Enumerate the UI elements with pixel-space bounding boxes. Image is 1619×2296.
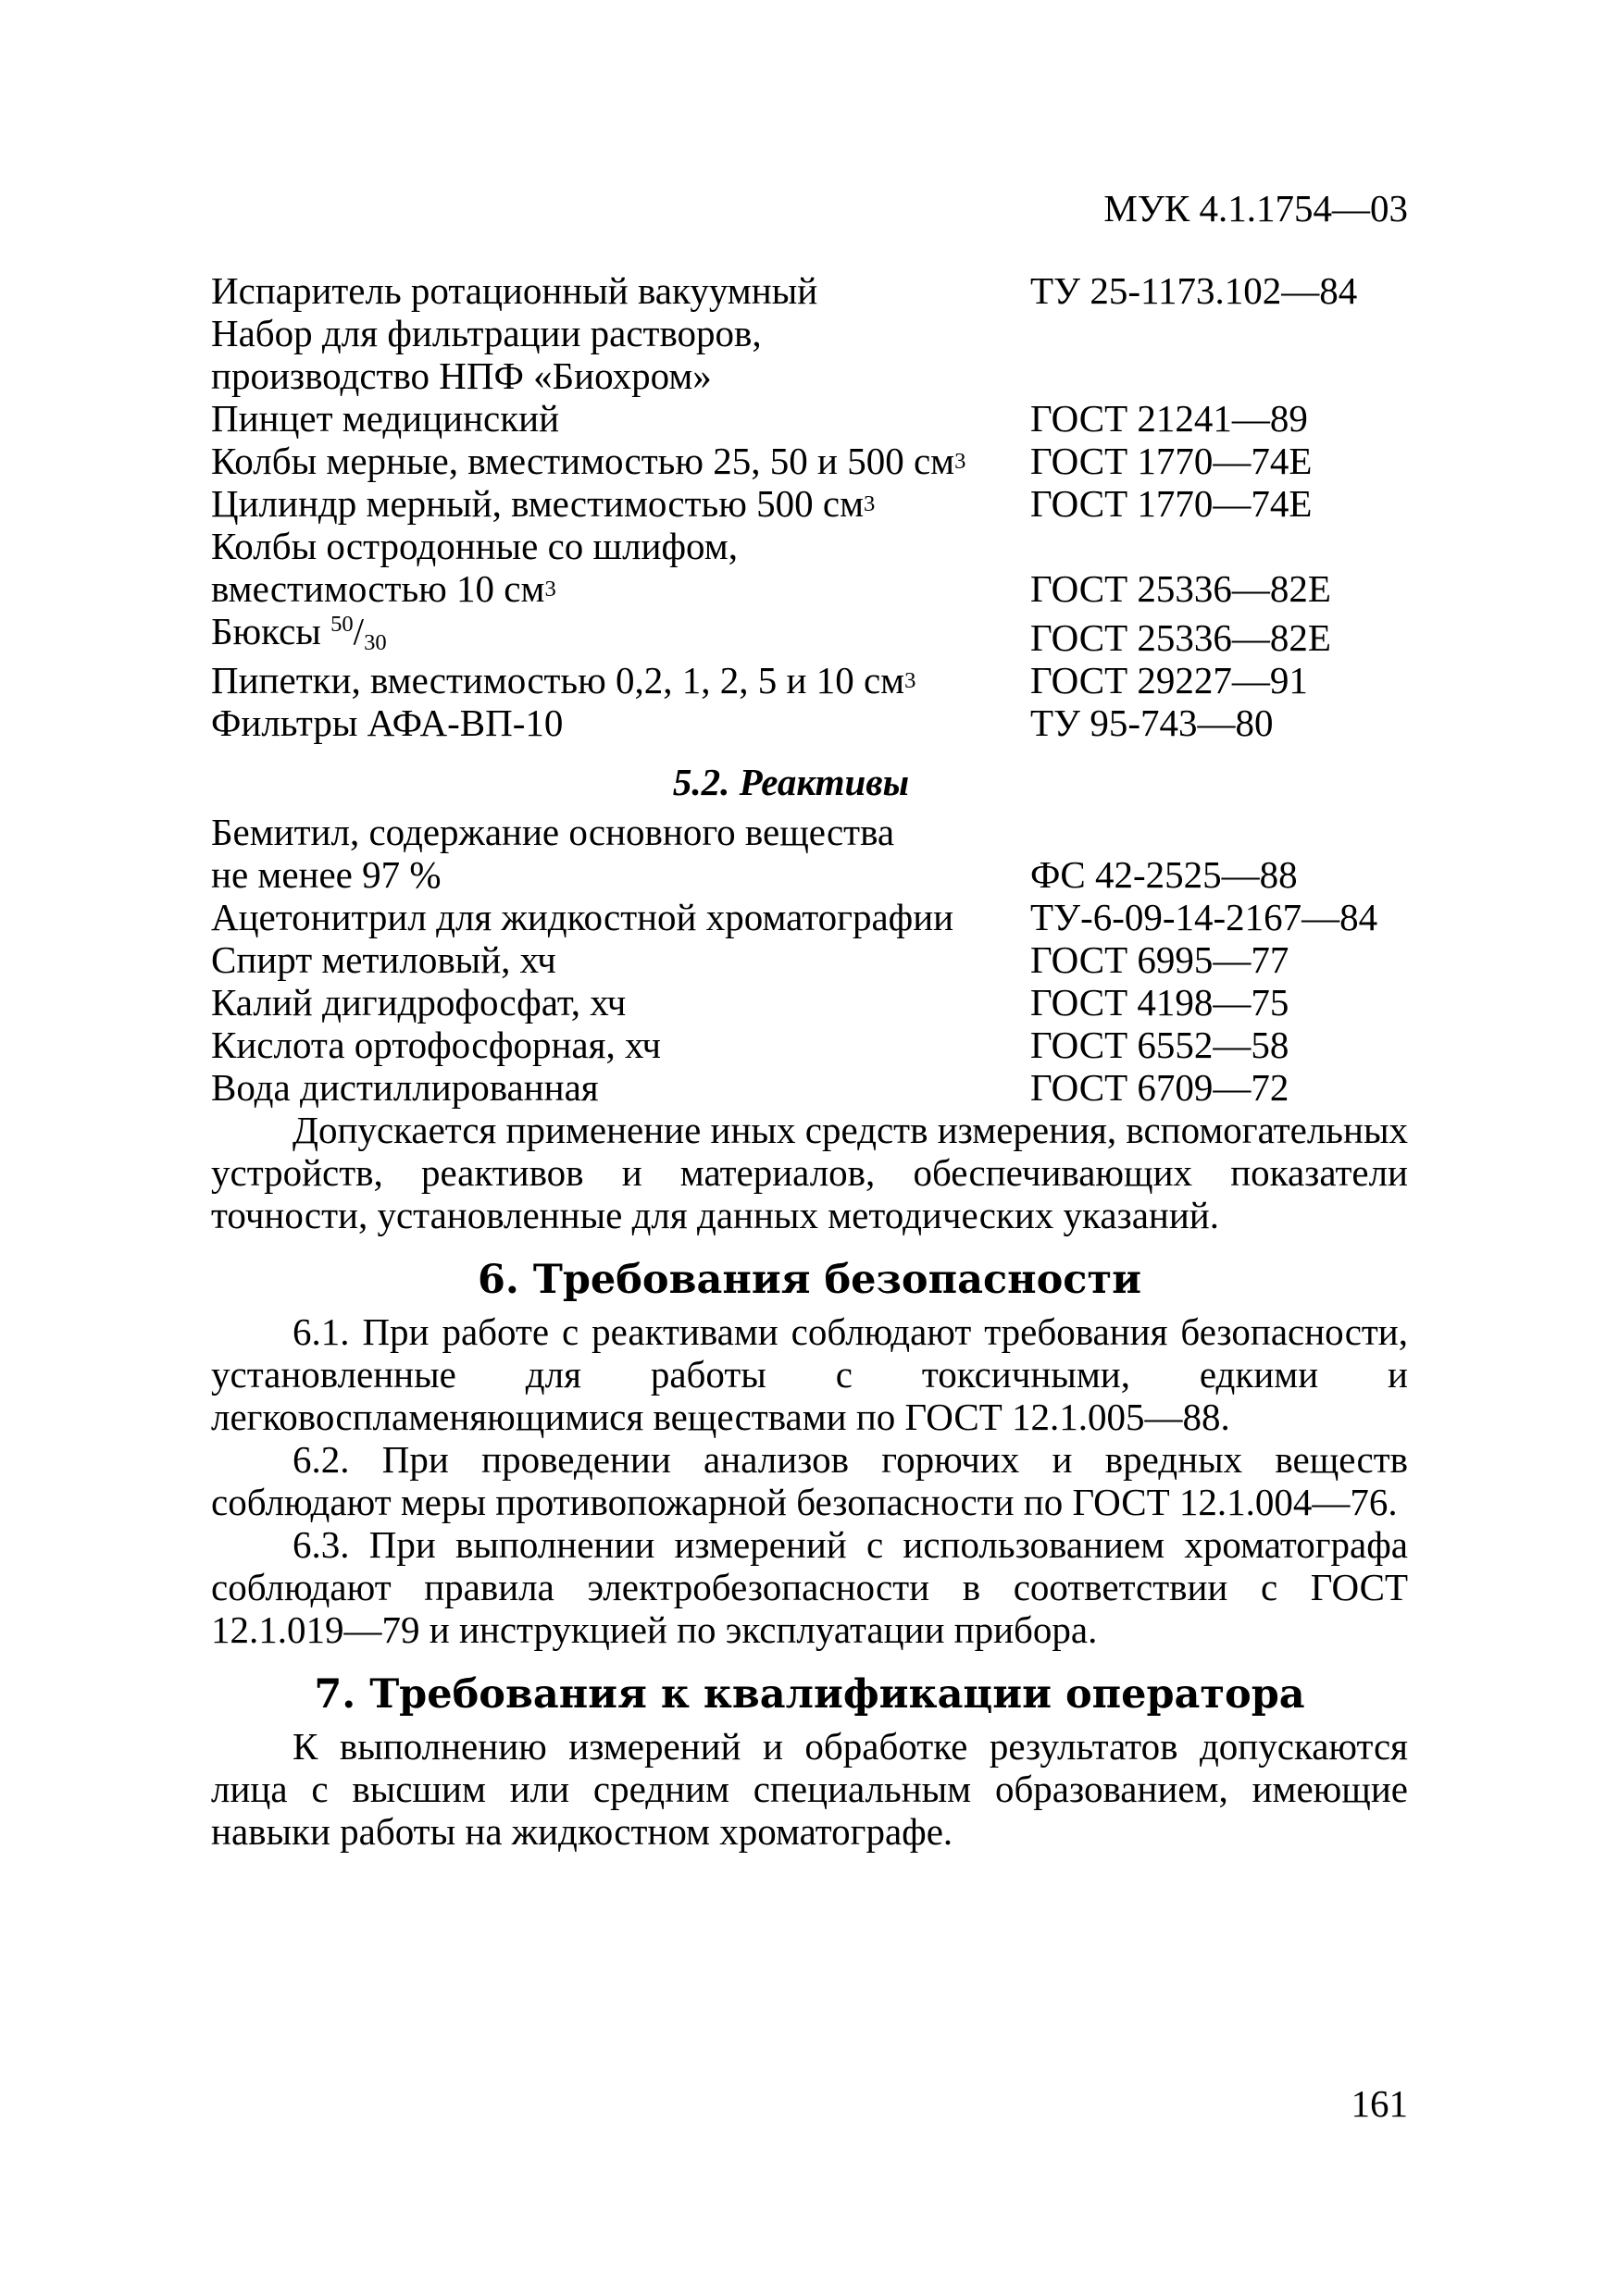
equipment-name-with-fraction <box>211 610 1030 659</box>
equipment-row <box>211 567 1408 610</box>
unit-superscript: 3 <box>954 449 966 474</box>
equipment-row <box>211 440 1408 482</box>
section-7-paragraph-1: К выполнению измерений и обработке результатов допускаются лица с высшим или средним специальным образованием, имеющие навыки работы на жидкостном хроматографе. <box>211 1725 1408 1853</box>
page-number: 161 <box>1351 2082 1408 2125</box>
equipment-row <box>211 701 1408 744</box>
unit-superscript: 3 <box>904 668 916 693</box>
equipment-name: Фильтры АФА-ВП-10 <box>211 701 564 744</box>
reagent-row <box>211 1066 1408 1109</box>
equipment-name-with-unit <box>211 440 1030 482</box>
equipment-standard: ГОСТ 21241—89 <box>1030 397 1308 440</box>
equipment-standard: ТУ 95-743—80 <box>1030 701 1274 744</box>
unit-superscript: 3 <box>544 577 556 602</box>
reagent-standard: ТУ-6-09-14-2167—84 <box>1030 896 1378 938</box>
section-6-heading: 6. Требования безопасности <box>477 1257 1142 1303</box>
reagent-name: Вода дистиллированная <box>211 1066 599 1109</box>
reagent-standard: ГОСТ 6995—77 <box>1030 938 1289 981</box>
reagents-list <box>211 811 1408 1109</box>
reagent-name: Спирт метиловый, хч <box>211 938 556 981</box>
page-content <box>211 269 1408 1853</box>
fraction-denominator: 30 <box>364 630 387 655</box>
page-header-doc-code: МУК 4.1.1754—03 <box>1103 187 1408 230</box>
equipment-name-with-unit <box>211 659 1030 701</box>
allowance-paragraph: Допускается применение иных средств измерения, вспомогательных устройств, реактивов и материалов, обеспечивающих показатели точности, установленные для данных методических указаний. <box>211 1109 1408 1236</box>
reagent-row <box>211 1024 1408 1066</box>
equipment-list <box>211 269 1408 744</box>
equipment-name: вместимостью 10 см <box>211 567 545 610</box>
equipment-name: Бюксы <box>211 610 331 652</box>
equipment-name: Колбы мерные, вместимостью 25, 50 и 500 см <box>211 440 955 482</box>
reagent-name: не менее 97 % <box>211 853 442 896</box>
fraction-slash: / <box>353 610 365 652</box>
reagent-standard: ГОСТ 4198—75 <box>1030 981 1289 1024</box>
reagent-row <box>211 896 1408 938</box>
section-6-paragraph-1: 6.1. При работе с реактивами соблюдают требования безопасности, установленные для работы с токсичными, едкими и легковоспламеняющимися веществами по ГОСТ 12.1.005—88. <box>211 1310 1408 1438</box>
equipment-standard: ГОСТ 1770—74Е <box>1030 482 1313 525</box>
equipment-row <box>211 269 1408 312</box>
equipment-row <box>211 354 1408 397</box>
equipment-name: Колбы остродонные со шлифом, <box>211 525 738 567</box>
equipment-standard: ТУ 25-1173.102—84 <box>1030 269 1358 312</box>
reagents-subheading: 5.2. Реактивы <box>672 761 910 803</box>
equipment-standard: ГОСТ 1770—74Е <box>1030 440 1313 482</box>
reagent-name: Кислота ортофосфорная, хч <box>211 1024 662 1066</box>
equipment-row <box>211 659 1408 701</box>
fraction-numerator: 50 <box>330 612 354 637</box>
equipment-row <box>211 482 1408 525</box>
equipment-name: Цилиндр мерный, вместимостью 500 см <box>211 482 865 525</box>
equipment-row <box>211 525 1408 567</box>
reagent-row <box>211 853 1408 896</box>
reagent-name: Бемитил, содержание основного вещества <box>211 811 895 853</box>
equipment-row <box>211 397 1408 440</box>
equipment-name-with-unit <box>211 482 1030 525</box>
section-6-paragraph-2: 6.2. При проведении анализов горючих и вредных веществ соблюдают меры противопожарной безопасности по ГОСТ 12.1.004—76. <box>211 1438 1408 1523</box>
reagent-standard: ФС 42-2525—88 <box>1030 853 1298 896</box>
section-7-heading: 7. Требования к квалификации оператора <box>314 1671 1305 1718</box>
equipment-name: Испаритель ротационный вакуумный <box>211 269 818 312</box>
equipment-name: производство НПФ «Биохром» <box>211 354 712 397</box>
reagent-name: Ацетонитрил для жидкостной хроматографии <box>211 896 954 938</box>
section-6-paragraph-3: 6.3. При выполнении измерений с использованием хроматографа соблюдают правила электробезопасности в соответствии с ГОСТ 12.1.019—79 и инструкцией по эксплуатации прибора. <box>211 1523 1408 1651</box>
reagent-row <box>211 811 1408 853</box>
equipment-name-with-unit <box>211 567 1030 610</box>
equipment-standard: ГОСТ 25336—82Е <box>1030 567 1331 610</box>
reagent-name: Калий дигидрофосфат, хч <box>211 981 627 1024</box>
reagent-row <box>211 938 1408 981</box>
equipment-name: Пипетки, вместимостью 0,2, 1, 2, 5 и 10 см <box>211 659 905 701</box>
equipment-standard: ГОСТ 25336—82Е <box>1030 616 1331 659</box>
reagent-row <box>211 981 1408 1024</box>
equipment-row <box>211 312 1408 354</box>
equipment-row <box>211 610 1408 659</box>
equipment-name: Набор для фильтрации растворов, <box>211 312 762 354</box>
unit-superscript: 3 <box>864 491 876 516</box>
equipment-name: Пинцет медицинский <box>211 397 560 440</box>
equipment-standard: ГОСТ 29227—91 <box>1030 659 1308 701</box>
reagent-standard: ГОСТ 6709—72 <box>1030 1066 1289 1109</box>
reagent-standard: ГОСТ 6552—58 <box>1030 1024 1289 1066</box>
